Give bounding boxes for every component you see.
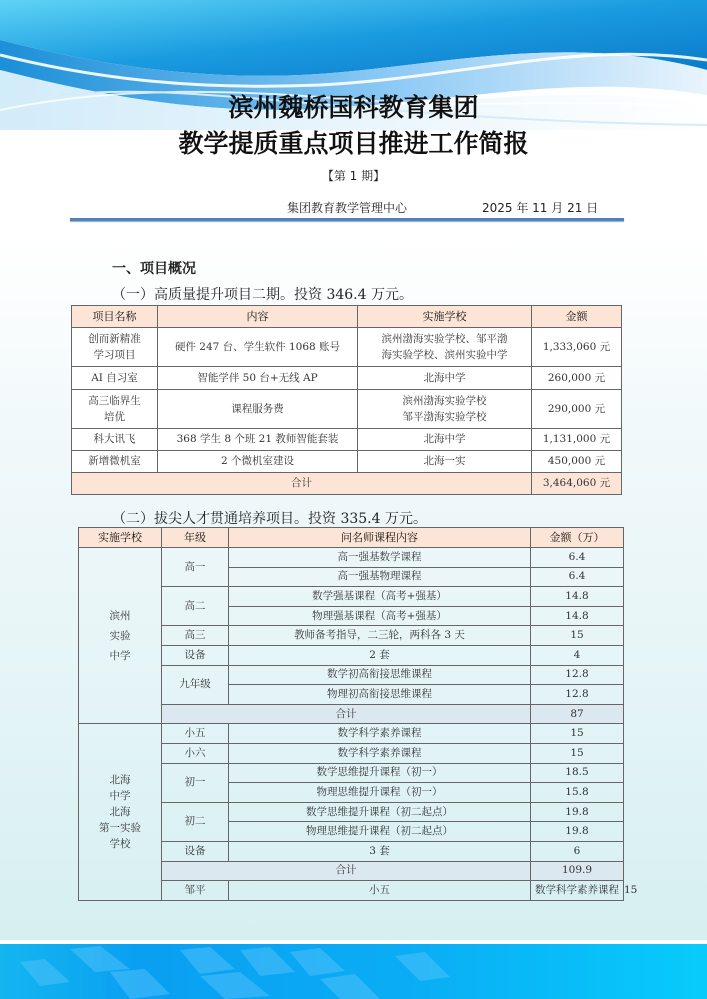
subsection-heading-2: （二）拔尖人才贯通培养项目。投资 335.4 万元。 (112, 511, 427, 527)
course-amount: 14.8 (531, 587, 624, 607)
column-header: 金额（万） (531, 528, 624, 548)
course-amount: 12.8 (531, 665, 624, 685)
course: 数学科学素养课程 (229, 743, 531, 763)
grade: 九年级 (162, 665, 229, 704)
column-header: 内容 (158, 306, 358, 328)
course: 数学初高衔接思维课程 (229, 665, 531, 685)
course-amount: 15 (531, 724, 624, 744)
document-title-line1: 滨州魏桥国科教育集团 (228, 93, 479, 122)
course: 物理初高衔接思维课程 (229, 685, 531, 705)
project-name: AI 自习室 (72, 367, 158, 390)
project-amount: 1,131,000 元 (532, 429, 622, 451)
course: 数学思维提升课程（初二起点） (229, 802, 531, 822)
column-header: 实施学校 (79, 528, 162, 548)
school-name: 邹平 (162, 881, 229, 901)
project-name: 创而新精准 学习项目 (72, 328, 158, 367)
project-school: 滨州渤海实验学校 邹平渤海实验学校 (358, 390, 532, 429)
grade: 初一 (162, 763, 229, 802)
course-amount: 6.4 (531, 567, 624, 587)
table-header-row (79, 528, 624, 548)
project-school: 北海中学 (358, 429, 532, 451)
course-amount: 15 (531, 626, 624, 646)
department: 集团教育教学管理中心 (287, 201, 408, 215)
column-header: 问名师课程内容 (229, 528, 531, 548)
course: 物理思维提升课程（初一） (229, 783, 531, 803)
subtotal-amount: 109.9 (531, 861, 624, 881)
course-amount: 6 (531, 841, 624, 861)
course-amount: 6.4 (531, 548, 624, 568)
total-amount: 3,464,060 元 (532, 473, 622, 495)
column-header: 项目名称 (72, 306, 158, 328)
project-name: 科大讯飞 (72, 429, 158, 451)
course-amount: 12.8 (531, 685, 624, 705)
project-amount: 260,000 元 (532, 367, 622, 390)
talent-table (78, 527, 638, 901)
table-header-row (72, 306, 622, 328)
publish-date: 2025 年 11 月 21 日 (482, 201, 599, 215)
header-divider (70, 218, 624, 221)
project-amount: 450,000 元 (532, 451, 622, 473)
course-amount: 14.8 (531, 606, 624, 626)
project-content: 智能学伴 50 台+无线 AP (158, 367, 358, 390)
subtotal-label: 合计 (162, 704, 531, 724)
project-amount: 1,333,060 元 (532, 328, 622, 367)
course: 教师备考指导，二三轮，两科各 3 天 (229, 626, 531, 646)
project-content: 课程服务费 (158, 390, 358, 429)
grade: 初二 (162, 802, 229, 841)
project-name: 高三临界生 培优 (72, 390, 158, 429)
course-amount: 18.5 (531, 763, 624, 783)
course: 3 套 (229, 841, 531, 861)
course-amount: 15.8 (531, 783, 624, 803)
course: 物理思维提升课程（初二起点） (229, 822, 531, 842)
document-title-line2: 教学提质重点项目推进工作简报 (178, 129, 529, 158)
course: 高一强基数学课程 (229, 548, 531, 568)
course-amount: 19.8 (531, 822, 624, 842)
project-name: 新增微机室 (72, 451, 158, 473)
course: 数学科学素养课程 (229, 724, 531, 744)
course-amount: 4 (531, 645, 624, 665)
section-heading: 一、项目概况 (112, 261, 196, 277)
project-content: 368 学生 8 个班 21 教师智能套装 (158, 429, 358, 451)
total-label: 合计 (72, 473, 532, 495)
course-amount: 15 (531, 743, 624, 763)
project-amount: 290,000 元 (532, 390, 622, 429)
table-row (79, 548, 624, 568)
course: 物理强基课程（高考+强基） (229, 606, 531, 626)
column-header: 年级 (162, 528, 229, 548)
table-row (72, 429, 622, 451)
course: 数学思维提升课程（初一） (229, 763, 531, 783)
grade: 高二 (162, 587, 229, 626)
project-content: 2 个微机室建设 (158, 451, 358, 473)
grade: 高三 (162, 626, 229, 646)
table-row (72, 367, 622, 390)
project-content: 硬件 247 台、学生软件 1068 账号 (158, 328, 358, 367)
grade: 设备 (162, 645, 229, 665)
column-header: 金额 (532, 306, 622, 328)
project-school: 滨州渤海实验学校、邹平渤 海实验学校、滨州实验中学 (358, 328, 532, 367)
grade: 小五 (162, 724, 229, 744)
course: 2 套 (229, 645, 531, 665)
subtotal-amount: 87 (531, 704, 624, 724)
course: 数学科学素养课程 (531, 881, 624, 901)
school-name: 滨州 实验 中学 (79, 548, 162, 724)
table-row (72, 328, 622, 367)
column-header: 实施学校 (358, 306, 532, 328)
grade: 小五 (229, 881, 531, 901)
course: 数学强基课程（高考+强基） (229, 587, 531, 607)
school-name: 北海 中学 北海 第一实验 学校 (79, 724, 162, 900)
grade: 设备 (162, 841, 229, 861)
course: 高一强基物理课程 (229, 567, 531, 587)
table-row (79, 724, 624, 744)
issue-number: 【第 1 期】 (321, 169, 386, 183)
footer-banner (0, 944, 707, 999)
project-table (71, 305, 622, 495)
subtotal-label: 合计 (162, 861, 531, 881)
total-row (72, 473, 622, 495)
project-school: 北海一实 (358, 451, 532, 473)
course-amount: 19.8 (531, 802, 624, 822)
subsection-heading-1: （一）高质量提升项目二期。投资 346.4 万元。 (112, 287, 413, 303)
project-school: 北海中学 (358, 367, 532, 390)
table-row: 邹平 小五 数学科学素养课程 15 (79, 881, 624, 901)
grade: 高一 (162, 548, 229, 587)
table-row (72, 451, 622, 473)
table-row (72, 390, 622, 429)
grade: 小六 (162, 743, 229, 763)
